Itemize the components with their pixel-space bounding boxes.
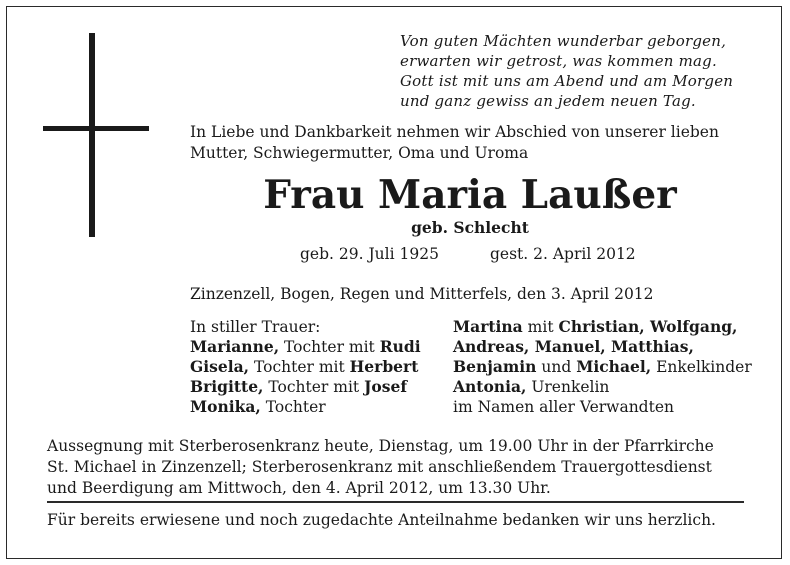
maiden-name: geb. Schlecht xyxy=(411,218,529,237)
birth-date: geb. 29. Juli 1925 xyxy=(300,245,439,263)
mourner-line: Antonia, Urenkelin xyxy=(453,377,610,396)
divider xyxy=(47,501,744,503)
cross-icon-bar xyxy=(43,126,149,131)
death-date: gest. 2. April 2012 xyxy=(490,245,636,263)
service-details xyxy=(47,436,777,499)
mourner-line: Monika, Tochter xyxy=(190,397,326,416)
place-and-date: Zinzenzell, Bogen, Regen und Mitterfels, den 3. April 2012 xyxy=(190,285,654,303)
service-line: Aussegnung mit Sterberosenkranz heute, Dienstag, um 19.00 Uhr in der Pfarrkirche xyxy=(47,437,714,455)
intro-line: Mutter, Schwiegermutter, Oma und Uroma xyxy=(190,144,529,162)
mourner-line: im Namen aller Verwandten xyxy=(453,398,674,416)
mourner-line: Martina mit Christian, Wolfgang, xyxy=(453,317,738,336)
deceased-name: Frau Maria Laußer xyxy=(263,172,677,218)
poem-line: Gott ist mit uns am Abend und am Morgen xyxy=(400,72,734,90)
cross-icon xyxy=(89,33,95,237)
mourners-header: In stiller Trauer: xyxy=(190,318,321,336)
intro-text xyxy=(190,122,770,164)
thanks-text: Für bereits erwiesene und noch zugedachte Anteilnahme bedanken wir uns herzlich. xyxy=(47,511,716,529)
mourners-right xyxy=(453,317,752,417)
poem-line: erwarten wir getrost, was kommen mag. xyxy=(400,52,717,70)
mourner-line: Benjamin und Michael, Enkelkinder xyxy=(453,357,752,376)
poem xyxy=(400,31,770,111)
mourner-line: Brigitte, Tochter mit Josef xyxy=(190,377,408,396)
mourner-line: Andreas, Manuel, Matthias, xyxy=(453,337,694,356)
poem-line: und ganz gewiss an jedem neuen Tag. xyxy=(400,92,696,110)
service-line: und Beerdigung am Mittwoch, den 4. April 2012, um 13.30 Uhr. xyxy=(47,479,551,497)
poem-line: Von guten Mächten wunderbar geborgen, xyxy=(400,32,727,50)
mourners-left xyxy=(190,317,421,417)
intro-line: In Liebe und Dankbarkeit nehmen wir Abschied von unserer lieben xyxy=(190,123,719,141)
service-line: St. Michael in Zinzenzell; Sterberosenkranz mit anschließendem Trauergottesdienst xyxy=(47,458,712,476)
mourner-line: Marianne, Tochter mit Rudi xyxy=(190,337,421,356)
mourner-line: Gisela, Tochter mit Herbert xyxy=(190,357,419,376)
